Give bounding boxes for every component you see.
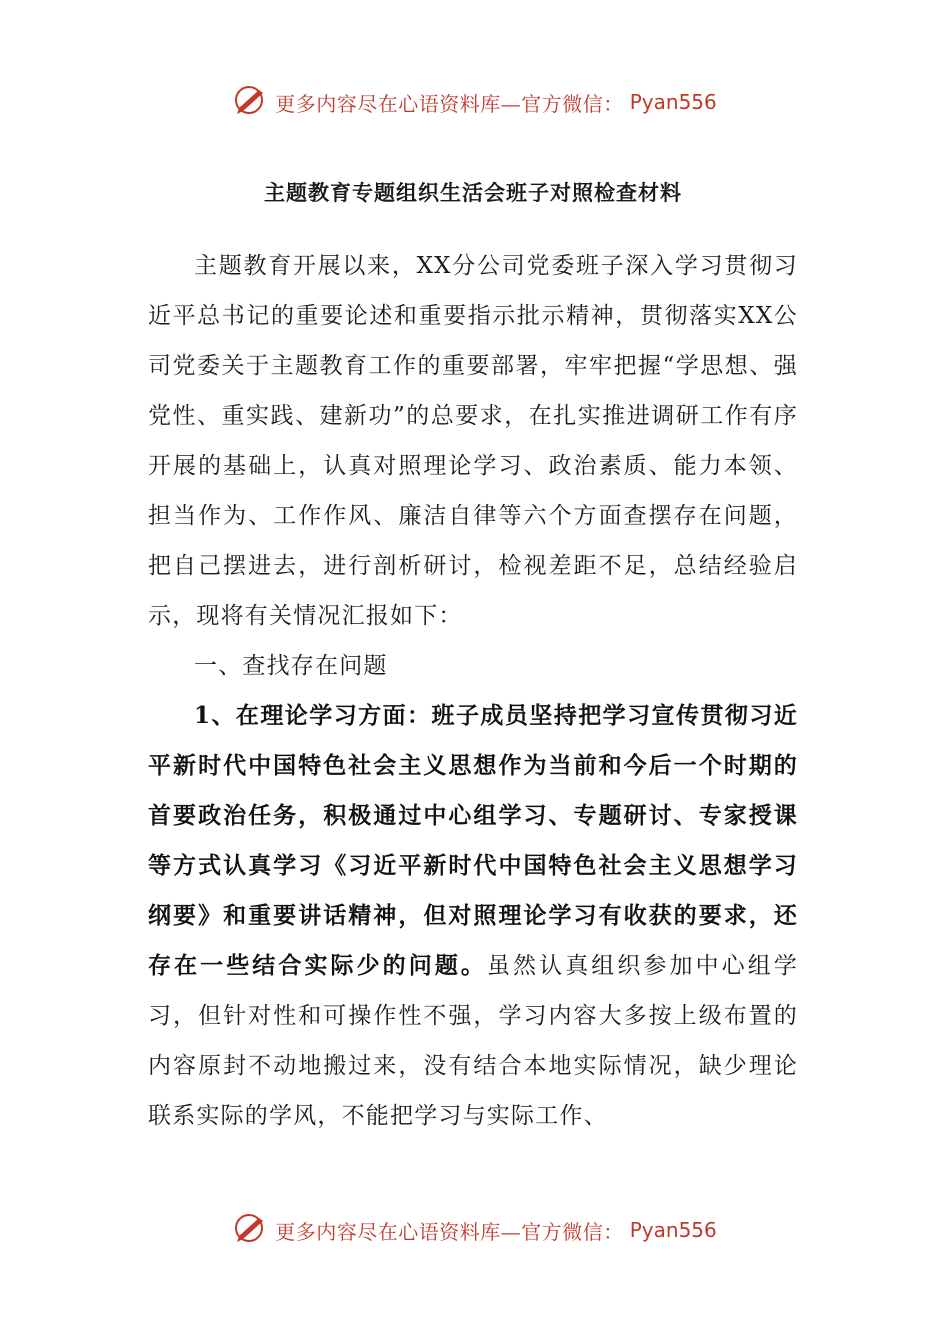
pen-logo-icon [233,82,269,122]
document-title: 主题教育专题组织生活会班子对照检查材料 [264,180,682,205]
item1-bold-text: 1、在理论学习方面：班子成员坚持把学习宣传贯彻习近平新时代中国特色社会主义思想作为当前和今后一个时期的首要政治任务，积极通过中心组学习、专题研讨、专家授课等方式认真学习《习近平新时代中国特色社会主义思想学习纲要》和重要讲话精神，但对照理论学习有收获的要求，还存在一些结合实际少的问题。 [148,702,798,979]
header-banner [0,82,950,122]
intro-paragraph: 主题教育开展以来，XX分公司党委班子深入学习贯彻习近平总书记的重要论述和重要指示批示精神，贯彻落实XX公司党委关于主题教育工作的重要部署，牢牢把握“学思想、强党性、重实践、建新功”的总要求，在扎实推进调研工作有序开展的基础上，认真对照理论学习、政治素质、能力本领、担当作为、工作作风、廉洁自律等六个方面查摆存在问题，把自己摆进去，进行剖析研讨，检视差距不足，总结经验启示，现将有关情况汇报如下： [148,253,798,629]
footer-banner [0,1210,950,1250]
pen-logo-icon [233,1210,269,1250]
footer-ad-text: 更多内容尽在心语资料库—官方微信： [275,1219,624,1244]
banner-ad-text: 更多内容尽在心语资料库—官方微信： [275,91,624,116]
item1-body-text: 虽然认真组织参加中心组学习，但针对性和可操作性不强，学习内容大多按上级布置的内容原封不动地搬过来，没有结合本地实际情况，缺少理论联系实际的学风，不能把学习与实际工作、 [148,953,798,1129]
section-heading: 一、查找存在问题 [194,653,388,679]
footer-wechat-id: Pyan556 [629,1218,717,1242]
item1-paragraph [148,691,798,1141]
banner-wechat-id: Pyan556 [629,90,717,114]
document-body [148,175,798,1141]
